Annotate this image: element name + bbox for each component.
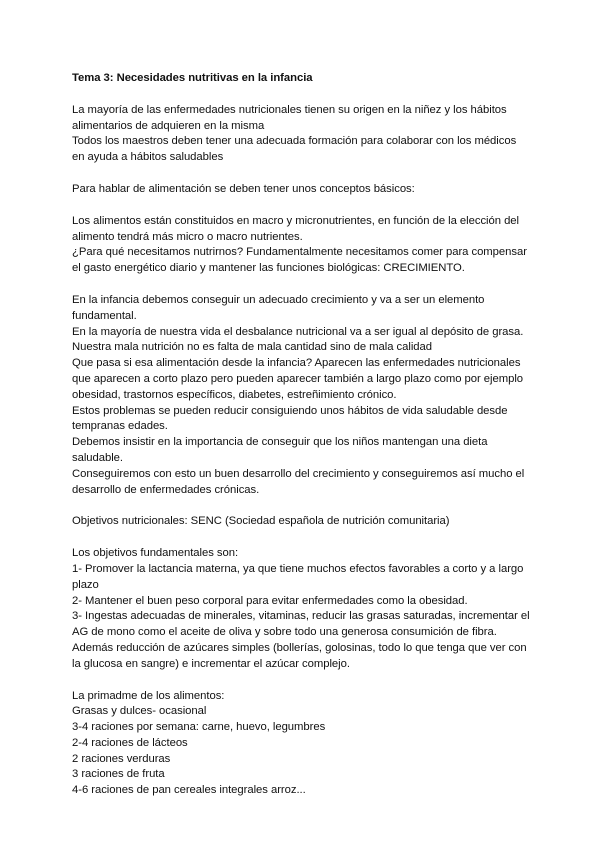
paragraph-spacer <box>72 530 540 546</box>
paragraph <box>72 514 540 530</box>
text-line: tempranas edades. <box>72 420 168 433</box>
text-line: Además reducción de azúcares simples (bollerías, golosinas, todo lo que tenga que ver con <box>72 641 527 654</box>
text-line: Nuestra mala nutrición no es falta de mala cantidad sino de mala calidad <box>72 341 432 354</box>
text-line: Objetivos nutricionales: SENC (Sociedad española de nutrición comunitaria) <box>72 515 450 528</box>
text-line: obesidad, trastornos específicos, diabetes, estreñimiento crónico. <box>72 388 397 401</box>
paragraph-spacer <box>72 498 540 514</box>
text-line: 3- Ingestas adecuadas de minerales, vitaminas, reducir las grasas saturadas, incrementar el <box>72 610 530 623</box>
text-line: 3-4 raciones por semana: carne, huevo, legumbres <box>72 721 326 734</box>
text-line: AG de mono como el aceite de oliva y sobre todo una generosa consumición de fibra. <box>72 626 497 639</box>
text-line: Para hablar de alimentación se deben tener unos conceptos básicos: <box>72 182 415 195</box>
text-line: 4-6 raciones de pan cereales integrales arroz... <box>72 784 306 797</box>
text-line: En la mayoría de nuestra vida el desbalance nutricional va a ser igual al depósito de grasa. <box>72 325 524 338</box>
paragraph <box>72 214 540 277</box>
text-line: la glucosa en sangre) e incrementar el azúcar complejo. <box>72 657 350 670</box>
text-line: 2 raciones verduras <box>72 752 171 765</box>
text-line: Que pasa si esa alimentación desde la infancia? Aparecen las enfermedades nutricionales <box>72 357 521 370</box>
text-line: el gasto energético diario y mantener las funciones biológicas: CRECIMIENTO. <box>72 262 465 275</box>
text-line: saludable. <box>72 451 124 464</box>
paragraph <box>72 182 540 198</box>
text-line: 2- Mantener el buen peso corporal para evitar enfermedades como la obesidad. <box>72 594 468 607</box>
paragraph-spacer <box>72 166 540 182</box>
text-line: Conseguiremos con esto un buen desarrollo del crecimiento y conseguiremos así mucho el <box>72 467 525 480</box>
text-line: que aparecen a corto plazo pero pueden aparecer también a largo plazo como por ejemplo <box>72 372 524 385</box>
text-line: 2-4 raciones de lácteos <box>72 736 188 749</box>
text-line: Debemos insistir en la importancia de conseguir que los niños mantengan una dieta <box>72 436 488 449</box>
text-line: Los alimentos están constituidos en macro y micronutrientes, en función de la elección del <box>72 214 519 227</box>
text-line: La primadme de los alimentos: <box>72 689 225 702</box>
paragraph <box>72 293 540 498</box>
text-line: desarrollo de enfermedades crónicas. <box>72 483 260 496</box>
paragraph-spacer <box>72 673 540 689</box>
paragraph <box>72 689 540 800</box>
paragraph-spacer <box>72 277 540 293</box>
text-line: En la infancia debemos conseguir un adecuado crecimiento y va a ser un elemento <box>72 293 485 306</box>
text-line: Los objetivos fundamentales son: <box>72 547 239 560</box>
document-title: Tema 3: Necesidades nutritivas en la infancia <box>72 72 313 84</box>
text-line: Estos problemas se pueden reducir consiguiendo unos hábitos de vida saludable desde <box>72 404 508 417</box>
paragraph <box>72 103 540 166</box>
text-line: alimento tendrá más micro o macro nutrientes. <box>72 230 303 243</box>
text-line: 3 raciones de fruta <box>72 768 165 781</box>
document-body <box>72 87 540 799</box>
text-line: 1- Promover la lactancia materna, ya que tiene muchos efectos favorables a corto y a largo <box>72 562 524 575</box>
paragraph-spacer <box>72 198 540 214</box>
text-line: en ayuda a hábitos saludables <box>72 151 224 164</box>
text-line: alimentarios de adquieren en la misma <box>72 119 265 132</box>
text-line: Todos los maestros deben tener una adecuada formación para colaborar con los médicos <box>72 135 517 148</box>
text-line: fundamental. <box>72 309 137 322</box>
paragraph-spacer <box>72 87 540 103</box>
text-line: plazo <box>72 578 99 591</box>
text-line: ¿Para qué necesitamos nutrirnos? Fundamentalmente necesitamos comer para compensar <box>72 246 527 259</box>
paragraph <box>72 546 540 672</box>
text-line: La mayoría de las enfermedades nutricionales tienen su origen en la niñez y los hábitos <box>72 103 507 116</box>
text-line: Grasas y dulces- ocasional <box>72 705 207 718</box>
